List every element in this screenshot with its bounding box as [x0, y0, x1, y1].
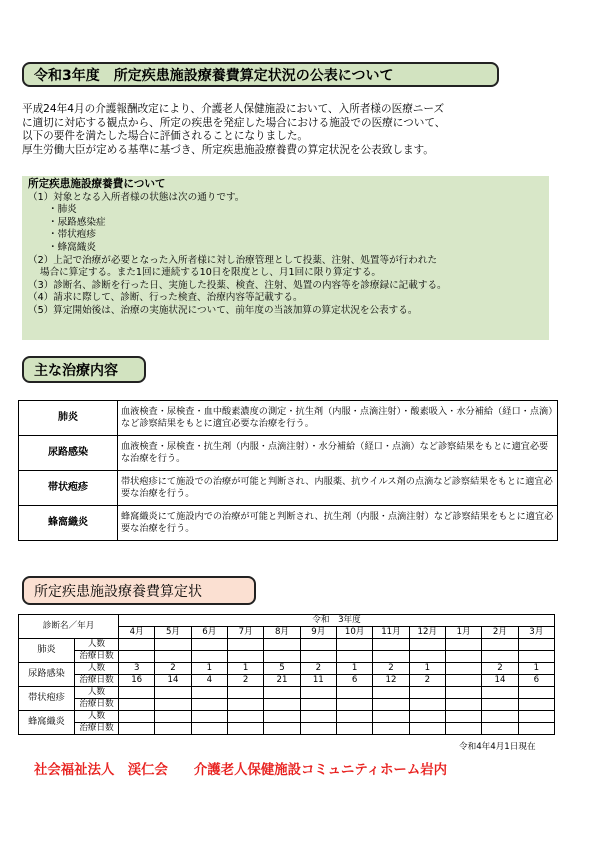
days-cell [373, 651, 409, 663]
count-cell [264, 711, 300, 723]
count-cell [191, 687, 227, 699]
month-header: 8月 [264, 627, 300, 639]
treatment-desc: 帯状疱疹にて施設での治療が可能と判断され、内服薬、抗ウイルス剤の点滴など診察結果をもとに適宜必要な治療を行う。 [118, 471, 558, 506]
days-cell: 21 [264, 675, 300, 687]
count-cell [155, 639, 191, 651]
days-cell: 2 [228, 675, 264, 687]
corner-header: 診断名／年月 [19, 615, 119, 639]
count-cell [300, 711, 336, 723]
days-cell [264, 723, 300, 735]
count-cell: 1 [228, 663, 264, 675]
count-cell: 1 [518, 663, 554, 675]
count-cell [119, 687, 155, 699]
days-cell [373, 699, 409, 711]
month-header: 2月 [482, 627, 518, 639]
days-cell: 12 [373, 675, 409, 687]
count-cell [445, 663, 481, 675]
days-cell [409, 699, 445, 711]
count-cell: 2 [300, 663, 336, 675]
treatment-desc: 血液検査・尿検査・血中酸素濃度の測定・抗生剤（内服・点滴注射）・酸素吸入・水分補給（経口・点滴）など診察結果をもとに適宜必要な治療を行う。 [118, 401, 558, 436]
days-cell [445, 651, 481, 663]
month-header: 11月 [373, 627, 409, 639]
count-cell [482, 639, 518, 651]
count-cell: 1 [336, 663, 372, 675]
count-cell [373, 711, 409, 723]
days-cell [228, 723, 264, 735]
days-cell [336, 723, 372, 735]
days-cell [300, 651, 336, 663]
days-cell [409, 651, 445, 663]
count-cell [373, 687, 409, 699]
count-cell: 1 [409, 663, 445, 675]
count-cell [119, 639, 155, 651]
month-header: 12月 [409, 627, 445, 639]
disease-name: 帯状疱疹 [19, 471, 118, 506]
disease-name: 蜂窩織炎 [19, 711, 75, 735]
treatment-desc: 蜂窩織炎にて施設内での治療が可能と判断され、抗生剤（内服・点滴注射）など診察結果をもとに適宜必要な治療を行う。 [118, 506, 558, 541]
days-cell: 14 [482, 675, 518, 687]
days-cell [445, 699, 481, 711]
intro-text [22, 103, 562, 157]
count-cell [482, 687, 518, 699]
condition-item: ・帯状疱疹 [48, 229, 96, 241]
days-cell [336, 699, 372, 711]
count-cell [373, 639, 409, 651]
table-row [19, 663, 555, 675]
days-cell: 11 [300, 675, 336, 687]
year-header: 令和 3年度 [119, 615, 555, 627]
days-cell: 6 [518, 675, 554, 687]
count-cell [445, 687, 481, 699]
count-cell [445, 639, 481, 651]
days-cell [518, 699, 554, 711]
month-header: 3月 [518, 627, 554, 639]
table-row [19, 639, 555, 651]
count-cell [445, 711, 481, 723]
count-label: 人数 [75, 639, 119, 651]
about-item-2-cont: 場合に算定する。また1回に連続する10日を限度とし、月1回に限り算定する。 [40, 267, 382, 279]
about-title: 所定疾患施設療養費について [28, 178, 166, 190]
table-header-row [19, 615, 555, 627]
intro-line: 厚生労働大臣が定める基準に基づき、所定疾患施設療養費の算定状況を公表致します。 [22, 143, 434, 156]
days-cell [119, 651, 155, 663]
about-item-4: （4）請求に際して、診断、行った検査、治療内容等記載する。 [28, 292, 303, 304]
days-cell: 2 [409, 675, 445, 687]
days-cell [155, 699, 191, 711]
disease-name: 肺炎 [19, 401, 118, 436]
count-cell [409, 711, 445, 723]
days-cell [228, 651, 264, 663]
about-box [22, 176, 549, 340]
disease-name: 尿路感染 [19, 436, 118, 471]
count-cell [191, 711, 227, 723]
count-cell: 5 [264, 663, 300, 675]
about-item-5: （5）算定開始後は、治療の実施状況について、前年度の当該加算の算定状況を公表する。 [28, 304, 418, 316]
count-cell [119, 711, 155, 723]
table-row [19, 651, 555, 663]
days-label: 治療日数 [75, 651, 119, 663]
calc-heading: 所定疾患施設療養費算定状 [22, 576, 256, 605]
days-cell [119, 723, 155, 735]
count-cell [264, 687, 300, 699]
calc-table [18, 614, 555, 735]
count-cell [336, 687, 372, 699]
days-cell [336, 651, 372, 663]
days-label: 治療日数 [75, 699, 119, 711]
days-cell [445, 675, 481, 687]
treatment-desc: 血液検査・尿検査・抗生剤（内服・点滴注射）・水分補給（経口・点滴）など診察結果をもとに適宜必要な治療を行う。 [118, 436, 558, 471]
table-row [19, 506, 558, 541]
count-cell [228, 639, 264, 651]
table-row [19, 699, 555, 711]
days-cell [518, 651, 554, 663]
count-cell [191, 639, 227, 651]
days-cell [300, 699, 336, 711]
days-cell [155, 723, 191, 735]
table-row [19, 687, 555, 699]
count-cell [409, 687, 445, 699]
about-item-3: （3）診断名、診断を行った日、実施した投薬、検査、注射、処置の内容等を診療録に記載する。 [28, 279, 447, 291]
days-cell [191, 699, 227, 711]
disease-name: 帯状疱疹 [19, 687, 75, 711]
days-cell [228, 699, 264, 711]
days-cell [518, 723, 554, 735]
count-cell: 2 [482, 663, 518, 675]
as-of-date: 令和4年4月1日現在 [459, 742, 536, 752]
condition-item: ・肺炎 [48, 204, 77, 216]
count-cell [409, 639, 445, 651]
days-cell [155, 651, 191, 663]
month-header: 6月 [191, 627, 227, 639]
count-cell [518, 711, 554, 723]
days-cell [373, 723, 409, 735]
count-cell: 2 [155, 663, 191, 675]
days-cell [264, 699, 300, 711]
count-label: 人数 [75, 663, 119, 675]
count-cell [228, 687, 264, 699]
condition-item: ・蜂窩織炎 [48, 241, 96, 253]
organization-name: 社会福祉法人 渓仁会 [34, 763, 168, 778]
disease-name: 尿路感染 [19, 663, 75, 687]
count-cell [155, 711, 191, 723]
facility-name: 介護老人保健施設コミュニティホーム岩内 [193, 763, 447, 778]
treatments-heading: 主な治療内容 [22, 356, 146, 383]
count-cell [300, 687, 336, 699]
days-cell [482, 699, 518, 711]
intro-line: に適切に対応する観点から、所定の疾患を発症した場合における施設での医療について、 [22, 116, 446, 129]
days-cell: 14 [155, 675, 191, 687]
days-cell [409, 723, 445, 735]
table-row [19, 711, 555, 723]
days-cell: 4 [191, 675, 227, 687]
count-cell [518, 687, 554, 699]
condition-item: ・尿路感染症 [48, 216, 106, 228]
month-header: 9月 [300, 627, 336, 639]
count-cell [336, 639, 372, 651]
count-label: 人数 [75, 711, 119, 723]
count-cell [264, 639, 300, 651]
intro-line: 以下の要件を満たした場合に評価されることになりました。 [22, 130, 309, 142]
treatments-table [18, 400, 558, 541]
month-header: 7月 [228, 627, 264, 639]
days-cell [445, 723, 481, 735]
days-cell [191, 651, 227, 663]
month-header: 10月 [336, 627, 372, 639]
days-cell [264, 651, 300, 663]
days-cell [191, 723, 227, 735]
count-cell [155, 687, 191, 699]
month-header: 1月 [445, 627, 481, 639]
days-cell [119, 699, 155, 711]
days-cell [300, 723, 336, 735]
days-cell: 6 [336, 675, 372, 687]
month-header: 5月 [155, 627, 191, 639]
footer [34, 759, 473, 778]
days-label: 治療日数 [75, 723, 119, 735]
count-cell [518, 639, 554, 651]
count-label: 人数 [75, 687, 119, 699]
table-row [19, 723, 555, 735]
count-cell: 2 [373, 663, 409, 675]
main-heading: 令和3年度 所定疾患施設療養費算定状況の公表について [22, 62, 499, 87]
disease-name: 蜂窩織炎 [19, 506, 118, 541]
days-cell [482, 723, 518, 735]
count-cell: 3 [119, 663, 155, 675]
about-item-1: （1）対象となる入所者様の状態は次の通りです。 [28, 191, 245, 203]
month-header: 4月 [119, 627, 155, 639]
table-row [19, 436, 558, 471]
intro-line: 平成24年4月の介護報酬改定により、介護老人保健施設において、入所者様の医療ニーズ [22, 103, 445, 115]
count-cell [300, 639, 336, 651]
days-label: 治療日数 [75, 675, 119, 687]
table-row [19, 675, 555, 687]
table-row [19, 471, 558, 506]
days-cell [482, 651, 518, 663]
disease-name: 肺炎 [19, 639, 75, 663]
days-cell: 16 [119, 675, 155, 687]
count-cell [482, 711, 518, 723]
count-cell: 1 [191, 663, 227, 675]
about-item-2: （2）上記で治療が必要となった入所者様に対し治療管理として投薬、注射、処置等が行われた [28, 254, 438, 266]
table-row [19, 401, 558, 436]
count-cell [336, 711, 372, 723]
count-cell [228, 711, 264, 723]
